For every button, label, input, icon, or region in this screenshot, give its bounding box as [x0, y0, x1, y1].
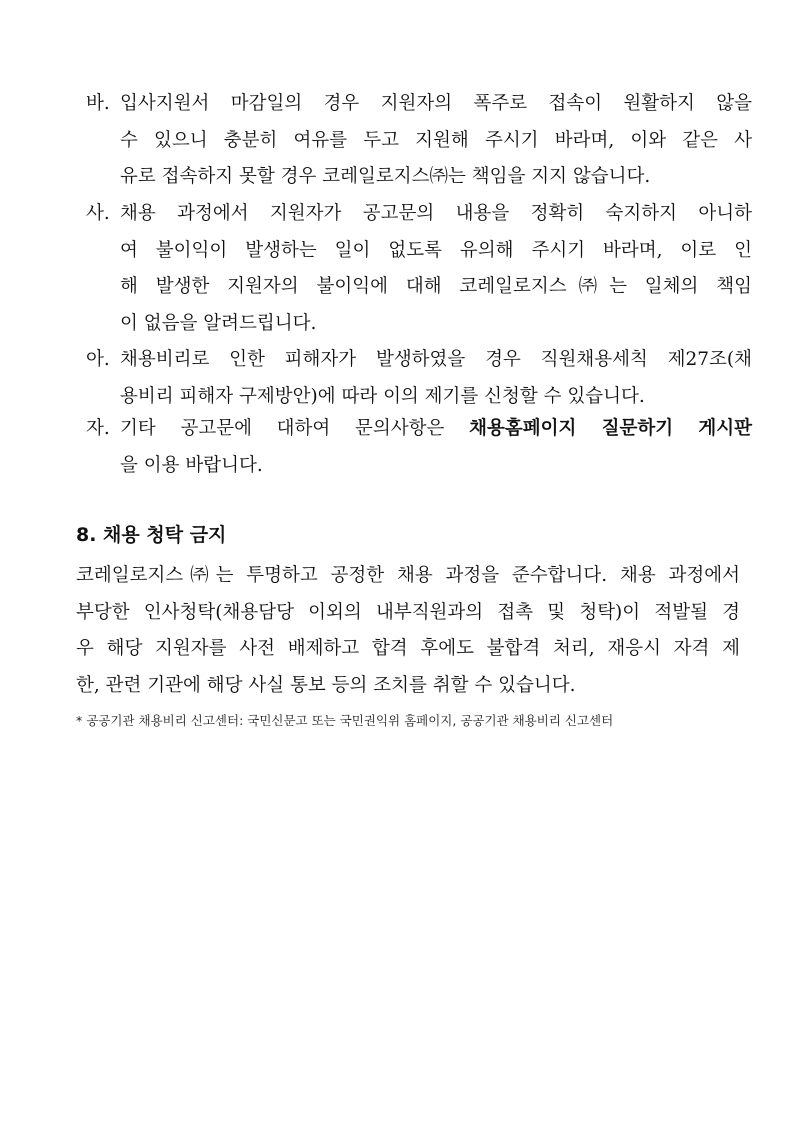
item-text: 기타 공고문에 대하여 문의사항은	[120, 418, 445, 439]
paragraph-line: 부당한 인사청탁(채용담당 이외의 내부직원과의 접촉 및 청탁)이 적발될 경	[76, 601, 740, 623]
board-link-text: 채용홈페이지 질문하기 게시판	[469, 418, 752, 439]
item-line: 여 불이익이 발생하는 일이 없도록 유의해 주시기 바라며, 이로 인	[120, 239, 752, 261]
item-line: 유로 접속하지 못할 경우 코레일로지스㈜는 책임을 지지 않습니다.	[120, 166, 651, 187]
item-label: 사.	[86, 203, 110, 224]
item-line: 채용비리로 인한 피해자가 발생하였을 경우 직원채용세칙 제27조(채	[120, 349, 752, 370]
item-label: 아.	[86, 349, 110, 370]
footnote: * 공공기관 채용비리 신고센터: 국민신문고 또는 국민권익위 홈페이지, 공공기관 채용비리 신고센터	[76, 713, 614, 728]
paragraph-line: 우 해당 지원자를 사전 배제하고 합격 후에도 불합격 처리, 재응시 자격 제	[76, 638, 740, 659]
item-line	[120, 411, 752, 448]
item-line: 수 있으니 충분히 여유를 두고 지원해 주시기 바라며, 이와 같은 사	[120, 129, 752, 151]
item-label: 바.	[86, 93, 110, 114]
paragraph-line: 코레일로지스㈜는 투명하고 공정한 채용 과정을 준수합니다. 채용 과정에서	[76, 565, 740, 586]
item-line: 해 발생한 지원자의 불이익에 대해 코레일로지스㈜는 일체의 책임	[120, 276, 752, 297]
section-paragraph	[76, 558, 740, 704]
item-line: 용비리 피해자 구제방안)에 따라 이의 제기를 신청할 수 있습니다.	[120, 385, 645, 407]
item-label: 자.	[86, 418, 110, 439]
section-title: 8. 채용 청탁 금지	[76, 524, 227, 546]
item-line: 입사지원서 마감일의 경우 지원자의 폭주로 접속이 원활하지 않을	[120, 93, 752, 114]
item-line: 이 없음을 알려드립니다.	[120, 312, 317, 334]
item-line: 채용 과정에서 지원자가 공고문의 내용을 정확히 숙지하지 아니하	[120, 203, 752, 224]
item-line: 을 이용 바랍니다.	[120, 454, 263, 476]
paragraph-line: 한, 관련 기관에 해당 사실 통보 등의 조치를 취할 수 있습니다.	[76, 674, 576, 696]
